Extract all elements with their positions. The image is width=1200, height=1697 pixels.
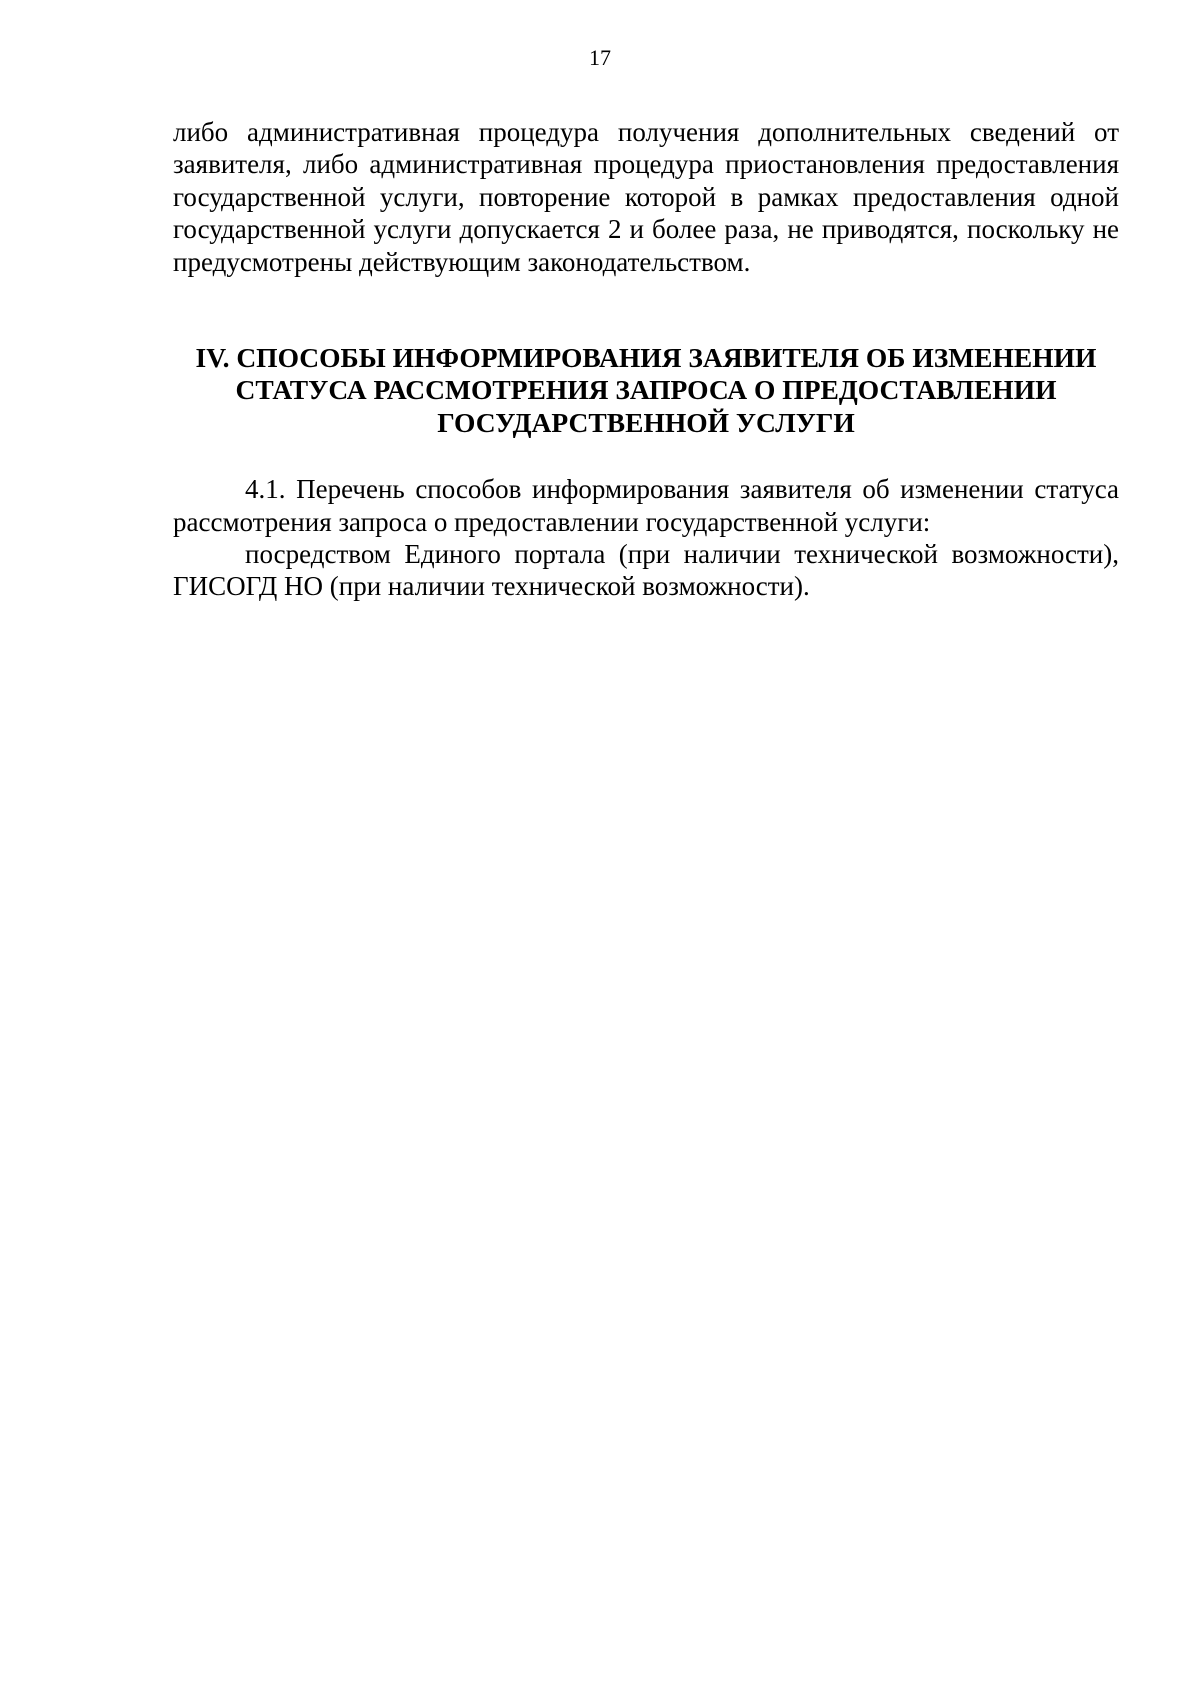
paragraph-notification-methods: посредством Единого портала (при наличии технической возможности), ГИСОГД НО (при наличии технической возможности). [173,539,1119,602]
section-body [173,473,1119,603]
page-number: 17 [589,45,611,70]
page-content [173,116,1119,603]
paragraph-4-1: 4.1. Перечень способов информирования заявителя об изменении статуса рассмотрения запроса о предоставлении государственной услуги: [173,474,1119,537]
section-heading: IV. СПОСОБЫ ИНФОРМИРОВАНИЯ ЗАЯВИТЕЛЯ ОБ ИЗМЕНЕНИИ СТАТУСА РАССМОТРЕНИЯ ЗАПРОСА О ПРЕДОСТАВЛЕНИИ ГОСУДАРСТВЕННОЙ УСЛУГИ [195,342,1097,438]
continuation-paragraph: либо административная процедура получения дополнительных сведений от заявителя, либо административная процедура приостановления предоставления государственной услуги, повторение которой в рамках предоставления одной государственной услуги допускается 2 и более раза, не приводятся, поскольку не предусмотрены действующим законодательством. [173,117,1119,277]
